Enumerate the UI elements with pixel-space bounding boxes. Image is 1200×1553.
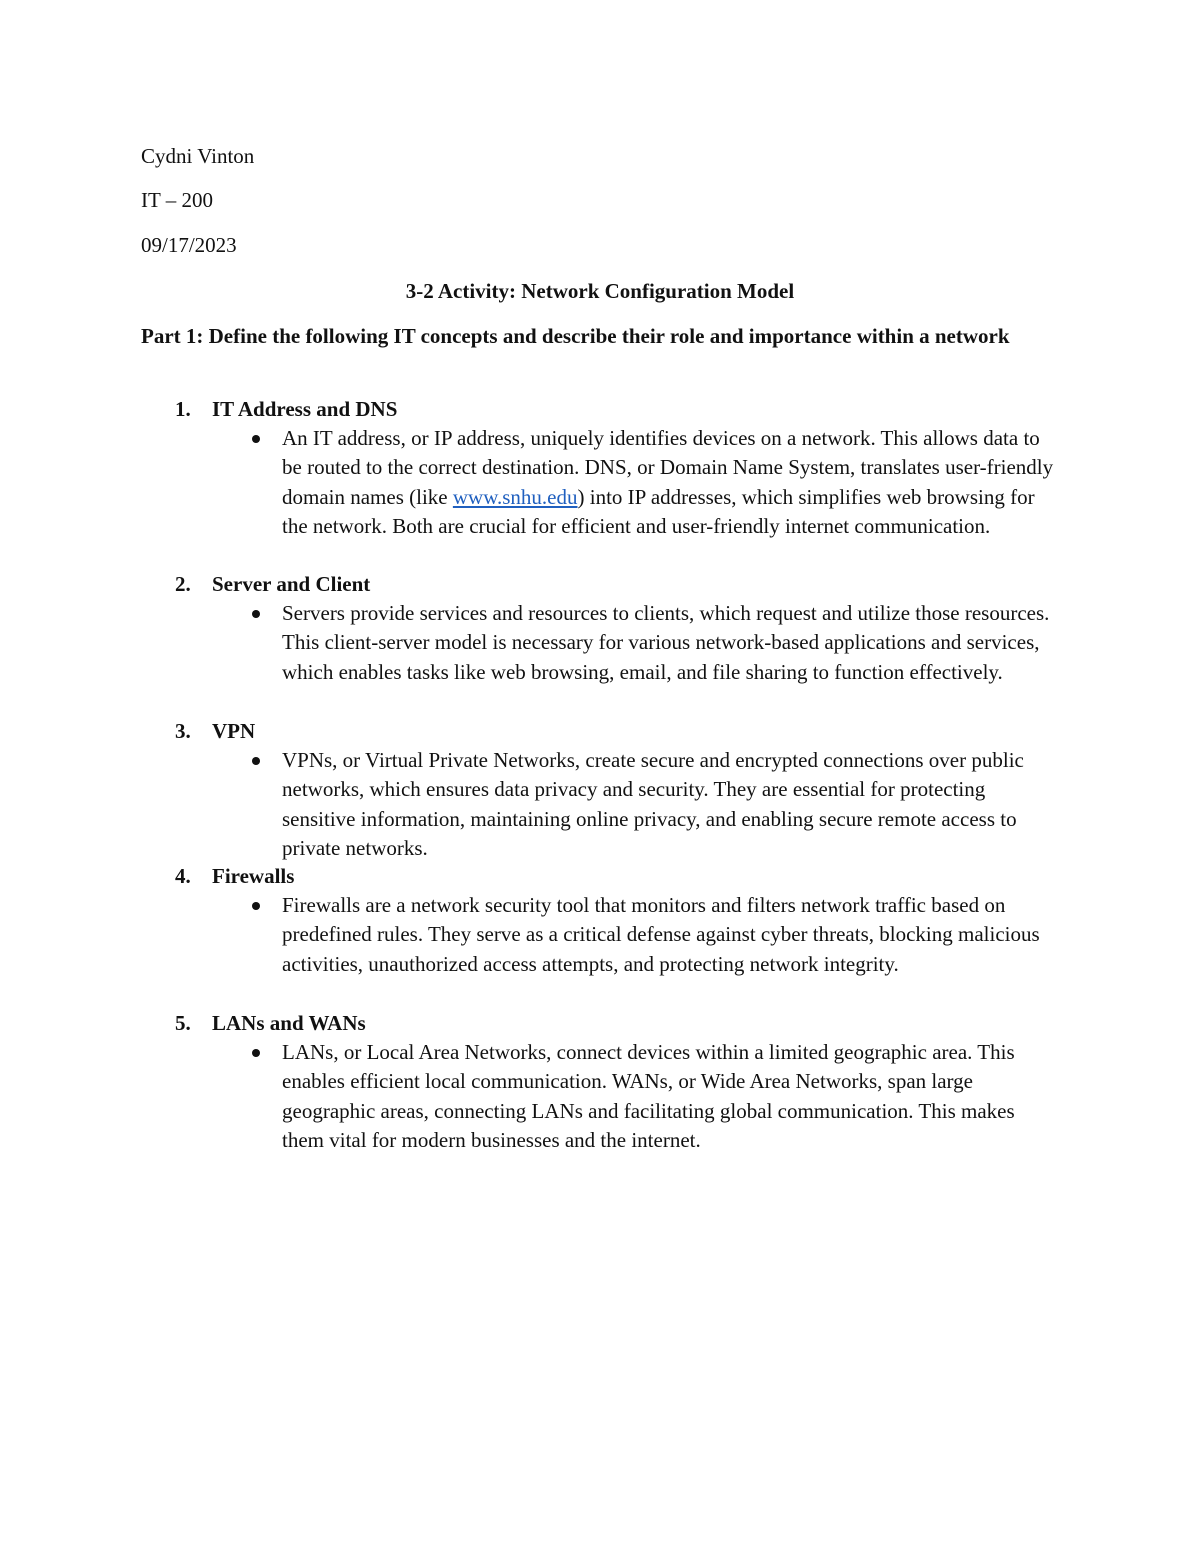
- list-item-number: 4.: [175, 864, 191, 888]
- bullet-icon: [252, 435, 260, 443]
- list-item-description: An IT address, or IP address, uniquely identifies devices on a network. This allows data to be routed to the correct destination. DNS, or Domain Name System, translates user-friendly domain names (like www.snhu.edu) into IP addresses, which simplifies web browsing for the network. Both are crucial for efficient and user-friendly internet communication.: [282, 426, 1054, 539]
- list-item-title: VPN: [212, 719, 256, 743]
- list-item-number: 3.: [175, 719, 191, 743]
- list-item-description: VPNs, or Virtual Private Networks, create secure and encrypted connections over public networks, which ensures data privacy and security. They are essential for protecting sensitive information, maintaining online privacy, and enabling secure remote access to private networks.: [282, 748, 1024, 861]
- list-item-heading: [175, 395, 397, 424]
- document-date: 09/17/2023: [141, 233, 237, 257]
- bullet-icon: [252, 757, 260, 765]
- list-item-title: LANs and WANs: [212, 1011, 366, 1035]
- list-item-number: 5.: [175, 1011, 191, 1035]
- list-item-title: IT Address and DNS: [212, 397, 398, 421]
- course-code: IT – 200: [141, 188, 213, 212]
- bullet-icon: [252, 902, 260, 910]
- list-item-heading: [175, 1009, 366, 1038]
- list-item-heading: [175, 570, 370, 599]
- list-item-title: Firewalls: [212, 864, 295, 888]
- list-item-description: Firewalls are a network security tool that monitors and filters network traffic based on predefined rules. They serve as a critical defense against cyber threats, blocking malicious activities, unauthorized access attempts, and protecting network integrity.: [282, 893, 1040, 976]
- part-heading: Part 1: Define the following IT concepts and describe their role and importance within a network: [141, 324, 1010, 348]
- list-item-heading: [175, 717, 255, 746]
- document-title: 3-2 Activity: Network Configuration Model: [405, 279, 795, 303]
- list-item-heading: [175, 862, 294, 891]
- bullet-icon: [252, 1049, 260, 1057]
- list-item-description: LANs, or Local Area Networks, connect devices within a limited geographic area. This enables efficient local communication. WANs, or Wide Area Networks, span large geographic areas, connecting LANs and facilitating global communication. This makes them vital for modern businesses and the internet.: [282, 1040, 1015, 1153]
- list-item-number: 2.: [175, 572, 191, 596]
- snhu-link[interactable]: www.snhu.edu: [452, 484, 578, 509]
- list-item-description: Servers provide services and resources to clients, which request and utilize those resources. This client-server model is necessary for various network-based applications and services, which enables tasks like web browsing, email, and file sharing to function effectively.: [282, 601, 1050, 684]
- bullet-icon: [252, 610, 260, 618]
- author-name: Cydni Vinton: [141, 144, 255, 168]
- list-item-title: Server and Client: [212, 572, 371, 596]
- list-item-number: 1.: [175, 397, 191, 421]
